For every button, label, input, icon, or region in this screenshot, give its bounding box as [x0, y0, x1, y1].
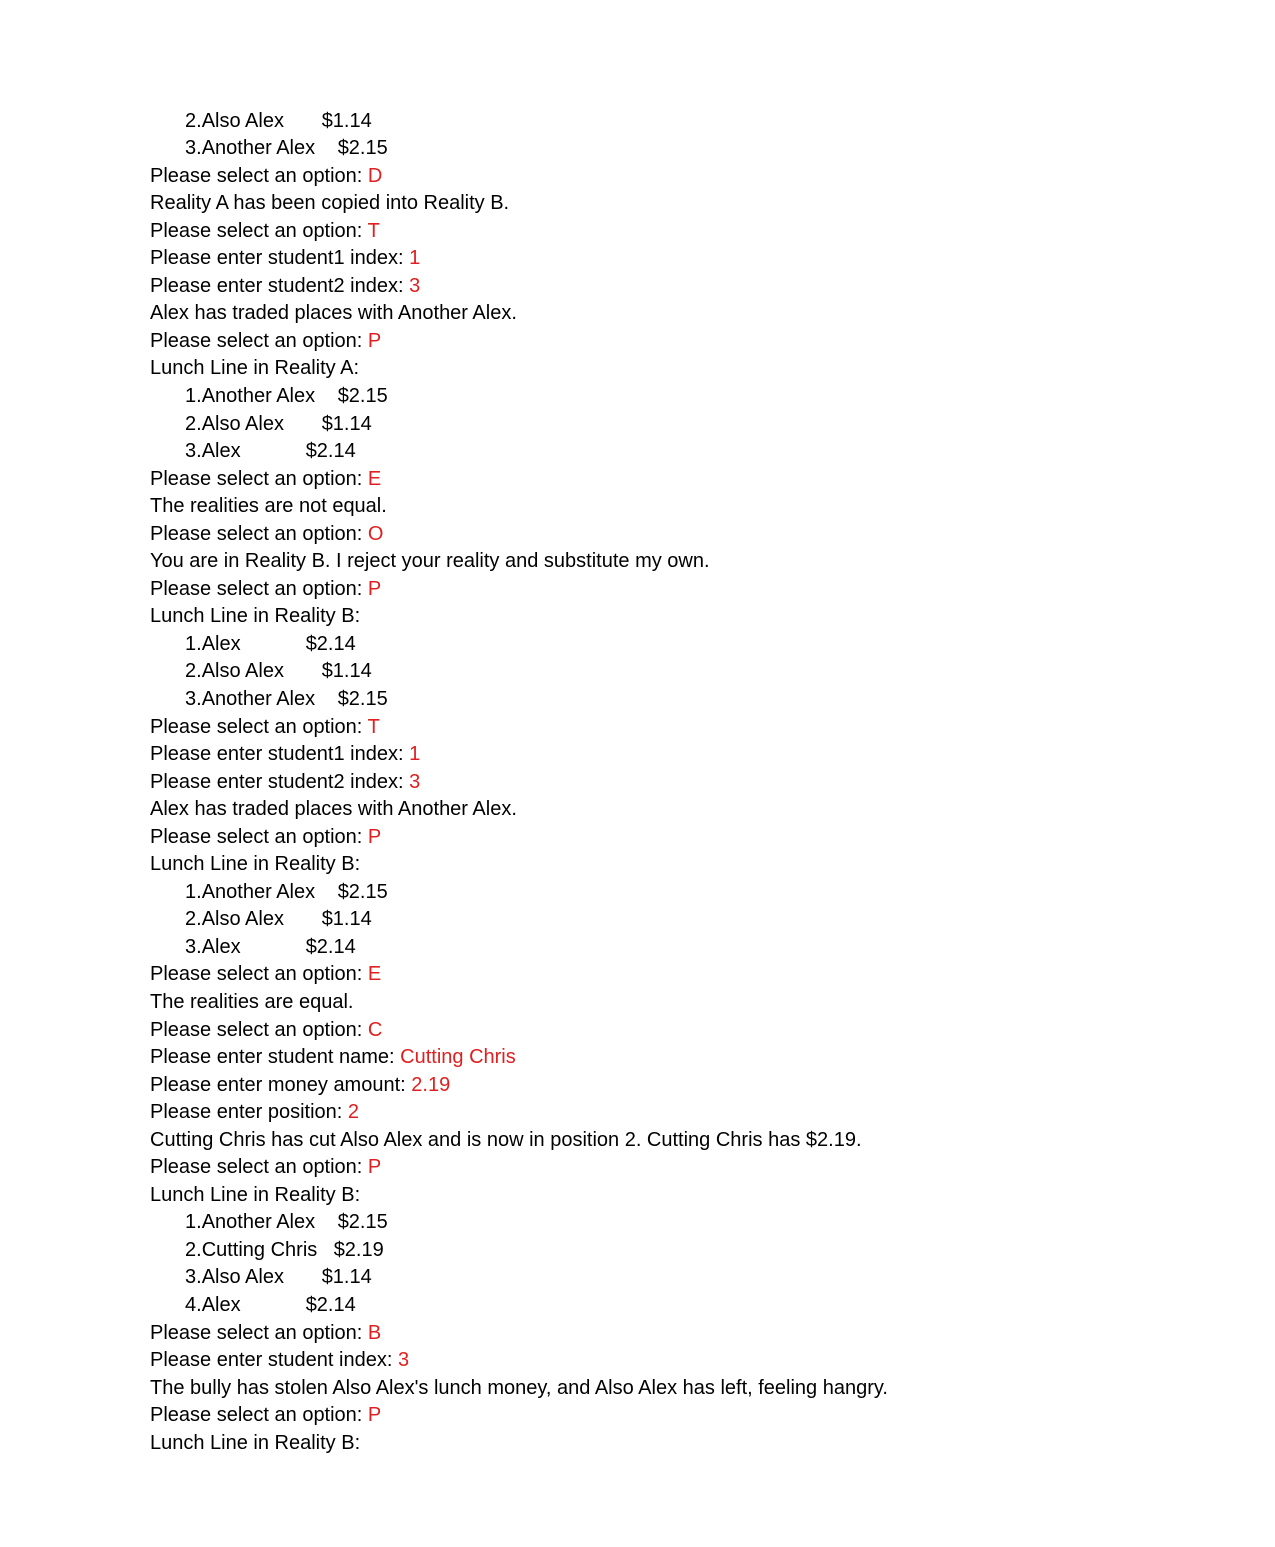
money-amount: $1.14 — [321, 660, 372, 683]
user-input: P — [367, 329, 382, 352]
user-input: T — [367, 219, 380, 242]
prompt-line — [150, 1154, 888, 1182]
money-amount: $2.15 — [337, 1211, 388, 1234]
lunch-line-entry — [150, 1237, 888, 1265]
prompt-text: Please enter student2 index: — [150, 770, 410, 793]
output-line: You are in Reality B. I reject your reality and substitute my own. — [150, 550, 710, 573]
prompt-text: Please select an option: — [150, 715, 368, 738]
money-amount: $1.14 — [321, 908, 372, 931]
prompt-text: Please select an option: — [150, 164, 368, 187]
prompt-text: Please select an option: — [150, 219, 368, 242]
output-line: The bully has stolen Also Alex's lunch money, and Also Alex has left, feeling hangry. — [150, 1376, 888, 1399]
prompt-text: Please select an option: — [150, 963, 368, 986]
prompt-text: Please enter student1 index: — [150, 743, 410, 766]
entry-index: 3. — [185, 935, 202, 958]
entry-index: 3. — [185, 137, 202, 160]
user-input: O — [367, 522, 384, 545]
student-name: Also Alex — [201, 1266, 284, 1289]
money-amount: $2.15 — [337, 137, 388, 160]
prompt-text: Please select an option: — [150, 1404, 368, 1427]
user-input: Cutting Chris — [400, 1046, 516, 1069]
output-line: The realities are not equal. — [150, 495, 387, 518]
output-line: Lunch Line in Reality B: — [150, 853, 361, 876]
prompt-text: Please enter student1 index: — [150, 247, 410, 270]
user-input: D — [367, 164, 383, 187]
user-input: 2.19 — [411, 1073, 451, 1096]
money-amount: $1.14 — [321, 412, 372, 435]
lunch-line-entry — [150, 108, 888, 136]
lunch-line-entry — [150, 1292, 888, 1320]
prompt-line — [150, 1347, 888, 1375]
output-line: Lunch Line in Reality B: — [150, 1431, 361, 1454]
entry-index: 1. — [185, 632, 202, 655]
entry-index: 2. — [185, 908, 202, 931]
lunch-line-entry — [150, 438, 888, 466]
user-input: B — [367, 1321, 382, 1344]
student-name: Another Alex — [201, 880, 316, 903]
user-input: 3 — [397, 1349, 410, 1372]
prompt-line — [150, 714, 888, 742]
prompt-line — [150, 218, 888, 246]
money-amount: $2.15 — [337, 880, 388, 903]
user-input: P — [367, 1404, 382, 1427]
user-input: C — [367, 1018, 383, 1041]
prompt-line — [150, 1320, 888, 1348]
prompt-text: Please select an option: — [150, 825, 368, 848]
output-line: Reality A has been copied into Reality B. — [150, 192, 510, 215]
user-input: 2 — [347, 1101, 360, 1124]
prompt-text: Please select an option: — [150, 1321, 368, 1344]
entry-index: 1. — [185, 1211, 202, 1234]
user-input: 3 — [409, 770, 421, 793]
student-name: Another Alex — [201, 384, 316, 407]
student-name: Another Alex — [201, 687, 316, 710]
user-input: P — [367, 577, 382, 600]
money-amount: $2.19 — [333, 1238, 384, 1261]
prompt-text: Please enter student index: — [150, 1349, 398, 1372]
money-amount: $2.15 — [337, 384, 388, 407]
prompt-text: Please enter position: — [150, 1101, 348, 1124]
user-input: 1 — [409, 743, 421, 766]
user-input: E — [367, 467, 382, 490]
prompt-line — [150, 466, 888, 494]
student-name: Another Alex — [201, 1211, 316, 1234]
entry-index: 2. — [185, 109, 202, 132]
student-name: Also Alex — [201, 908, 284, 931]
output-line: Alex has traded places with Another Alex. — [150, 798, 517, 821]
lunch-line-entry — [150, 631, 888, 659]
user-input: E — [367, 963, 382, 986]
prompt-text: Please select an option: — [150, 467, 368, 490]
entry-index: 3. — [185, 687, 202, 710]
output-line: Lunch Line in Reality B: — [150, 605, 361, 628]
prompt-text: Please select an option: — [150, 522, 368, 545]
output-line: The realities are equal. — [150, 991, 354, 1013]
prompt-text: Please enter student2 index: — [150, 274, 410, 297]
user-input: P — [367, 1156, 382, 1179]
money-amount: $2.14 — [305, 440, 356, 463]
prompt-line — [150, 1099, 888, 1127]
prompt-text: Please select an option: — [150, 577, 368, 600]
entry-index: 2. — [185, 412, 202, 435]
entry-index: 1. — [185, 880, 202, 903]
prompt-line — [150, 521, 888, 549]
money-amount: $1.14 — [321, 1266, 372, 1289]
student-name: Alex — [201, 632, 241, 655]
prompt-text: Please enter student name: — [150, 1046, 401, 1069]
lunch-line-entry — [150, 906, 888, 934]
prompt-line — [150, 328, 888, 356]
money-amount: $2.14 — [305, 1294, 356, 1317]
user-input: 3 — [409, 274, 421, 297]
entry-index: 4. — [185, 1294, 202, 1317]
student-name: Alex — [201, 1294, 241, 1317]
entry-index: 2. — [185, 1238, 202, 1261]
prompt-line — [150, 576, 888, 604]
prompt-line — [150, 741, 888, 769]
money-amount: $2.14 — [305, 935, 356, 958]
money-amount: $2.14 — [305, 632, 356, 655]
entry-index: 1. — [185, 384, 202, 407]
prompt-text: Please select an option: — [150, 329, 368, 352]
lunch-line-entry — [150, 934, 888, 962]
user-input: P — [367, 825, 382, 848]
student-name: Also Alex — [201, 412, 284, 435]
prompt-line — [150, 1402, 888, 1430]
lunch-line-entry — [150, 135, 888, 163]
lunch-line-entry — [150, 879, 888, 907]
entry-index: 3. — [185, 440, 202, 463]
prompt-text: Please select an option: — [150, 1018, 368, 1041]
student-name: Also Alex — [201, 109, 284, 132]
student-name: Another Alex — [201, 137, 316, 160]
lunch-line-entry — [150, 1264, 888, 1292]
prompt-line — [150, 163, 888, 191]
user-input: T — [367, 715, 380, 738]
prompt-line — [150, 1017, 888, 1045]
student-name: Cutting Chris — [201, 1238, 318, 1261]
money-amount: $1.14 — [321, 109, 372, 132]
console-transcript — [150, 108, 888, 1458]
prompt-line — [150, 961, 888, 989]
lunch-line-entry — [150, 1209, 888, 1237]
prompt-line — [150, 1072, 888, 1100]
prompt-line — [150, 1044, 888, 1072]
lunch-line-entry — [150, 686, 888, 714]
prompt-text: Please select an option: — [150, 1156, 368, 1179]
prompt-text: Please enter money amount: — [150, 1073, 412, 1096]
output-line: Lunch Line in Reality B: — [150, 1183, 361, 1206]
prompt-line — [150, 769, 888, 797]
prompt-line — [150, 245, 888, 273]
output-line: Cutting Chris has cut Also Alex and is now in position 2. Cutting Chris has $2.19. — [150, 1128, 862, 1151]
entry-index: 2. — [185, 660, 202, 683]
lunch-line-entry — [150, 411, 888, 439]
student-name: Alex — [201, 935, 241, 958]
output-line: Lunch Line in Reality A: — [150, 357, 360, 380]
student-name: Also Alex — [201, 660, 284, 683]
prompt-line — [150, 824, 888, 852]
user-input: 1 — [409, 247, 421, 270]
money-amount: $2.15 — [337, 687, 388, 710]
prompt-line — [150, 273, 888, 301]
entry-index: 3. — [185, 1266, 202, 1289]
output-line: Alex has traded places with Another Alex. — [150, 302, 517, 325]
student-name: Alex — [201, 440, 241, 463]
lunch-line-entry — [150, 383, 888, 411]
lunch-line-entry — [150, 658, 888, 686]
